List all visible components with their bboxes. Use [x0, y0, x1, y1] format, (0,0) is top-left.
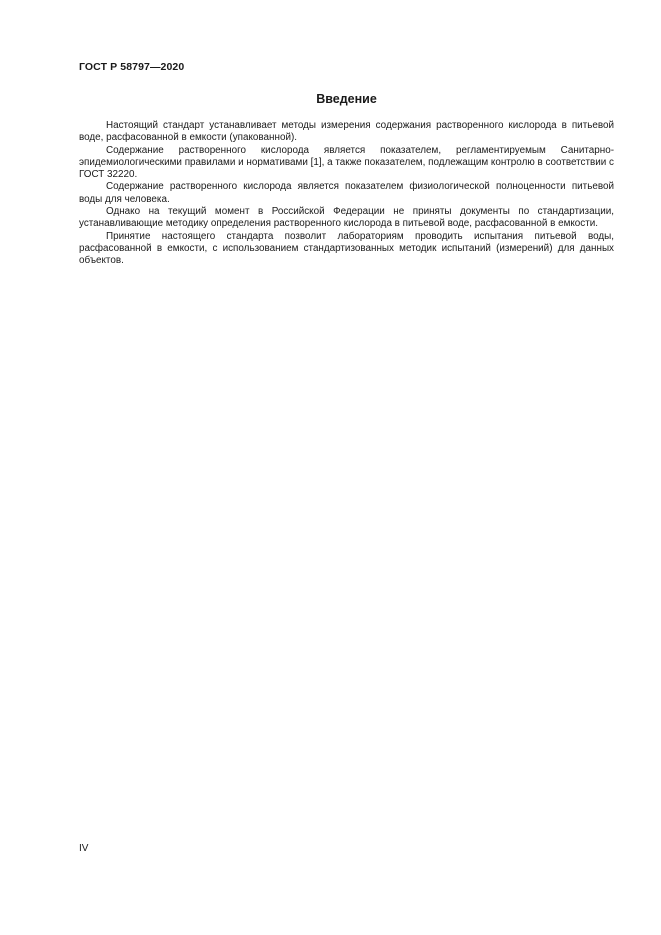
page-number: IV: [79, 843, 89, 854]
document-code: ГОСТ Р 58797—2020: [79, 61, 185, 73]
paragraph: Настоящий стандарт устанавливает методы измерения содержания растворенного кислорода в питьевой воде, расфасованной в емкости (упакованной).: [79, 120, 614, 144]
section-body: [79, 120, 614, 268]
paragraph: Содержание растворенного кислорода является показателем физиологической полноценности питьевой воды для человека.: [79, 181, 614, 205]
paragraph: Однако на текущий момент в Российской Федерации не приняты документы по стандартизации, устанавливающие методику определения растворенного кислорода в питьевой воде, расфасованной в емкости.: [79, 206, 614, 230]
section-title: [0, 92, 661, 106]
paragraph: Принятие настоящего стандарта позволит лабораториям проводить испытания питьевой воды, расфасованной в емкости, с использованием стандартизованных методик испытаний (измерений) для данных объектов.: [79, 230, 614, 267]
section-title-text: Введение: [316, 92, 377, 106]
paragraph: Содержание растворенного кислорода является показателем, регламентируемым Санитарно-эпидемиологическими правилами и нормативами [1], а также показателем, подлежащим контролю в соответствии с ГОСТ 32220.: [79, 144, 614, 181]
